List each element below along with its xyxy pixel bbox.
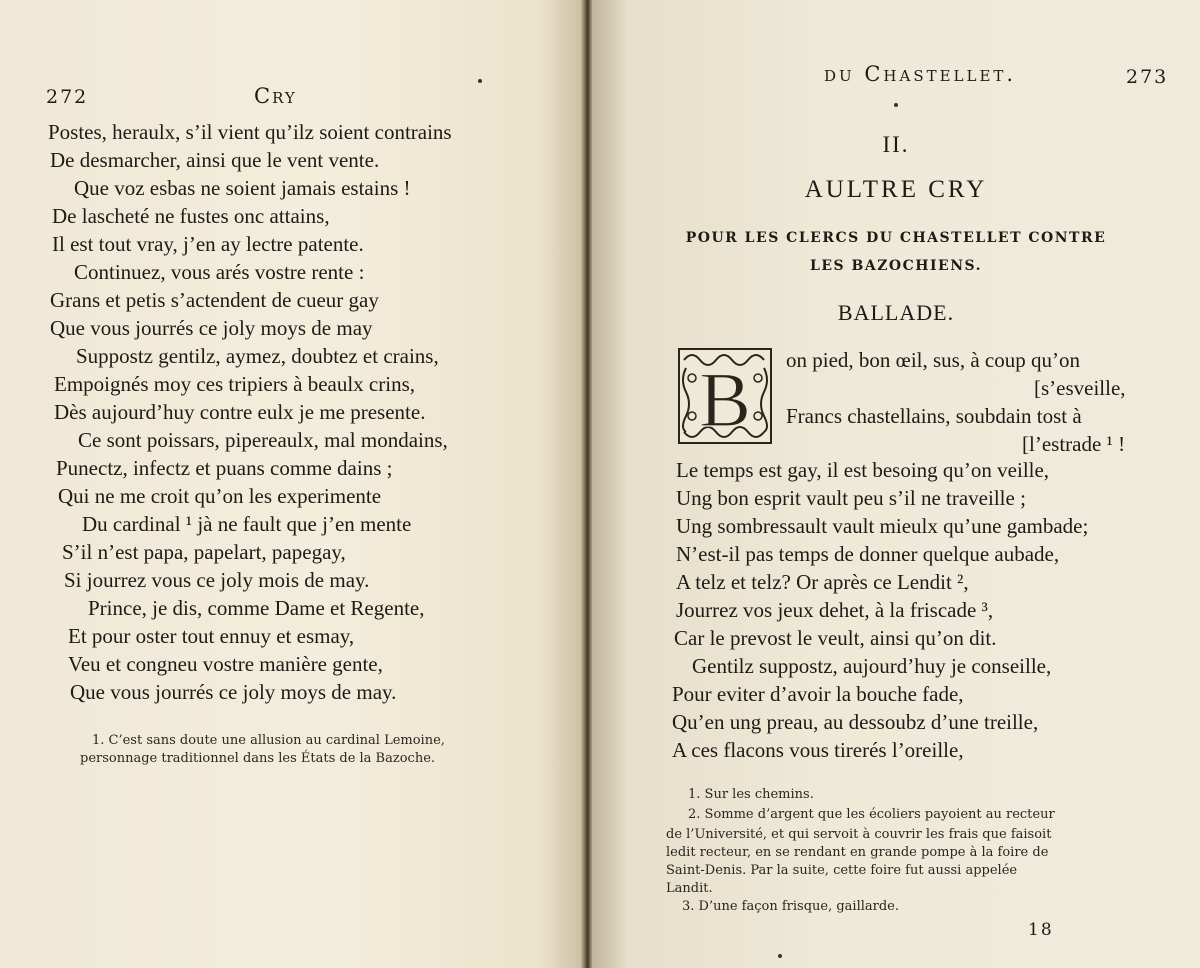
footnote: 2. Somme d’argent que les écoliers payoient au recteur <box>688 807 1055 822</box>
verse-line: Si jourrez vous ce joly mois de may. <box>64 568 370 592</box>
left-running-head: Cry <box>254 84 297 108</box>
left-page <box>0 0 586 968</box>
verse-line: Que vous jourrés ce joly moys de may <box>50 316 373 340</box>
ballade-heading: BALLADE. <box>837 300 955 325</box>
print-mark <box>478 79 482 83</box>
verse-line: Car le prevost le veult, ainsi qu’on dit. <box>674 626 997 650</box>
verse-line: Qui ne me croit qu’on les experimente <box>58 484 382 508</box>
verse-line: S’il n’est papa, papelart, papegay, <box>62 540 346 564</box>
print-mark <box>894 103 898 107</box>
verse-line: Postes, heraulx, s’il vient qu’ilz soient contrains <box>48 120 452 144</box>
verse-line: Et pour oster tout ennuy et esmay, <box>68 624 355 648</box>
verse-line: Gentilz suppostz, aujourd’huy je conseille, <box>692 654 1052 678</box>
footnote: personnage traditionnel dans les États de la Bazoche. <box>80 751 436 766</box>
print-mark <box>778 954 782 958</box>
subtitle-line: LES BAZOCHIENS. <box>810 258 982 274</box>
verse-line: Ung bon esprit vault peu s’il ne traveille ; <box>676 486 1026 510</box>
verse-line: Le temps est gay, il est besoing qu’on veille, <box>676 458 1050 482</box>
verse-line: De lascheté ne fustes onc attains, <box>52 204 330 228</box>
drop-cap-letter: B <box>698 356 752 443</box>
verse-line: Pour eviter d’avoir la bouche fade, <box>672 682 964 706</box>
verse-line: Jourrez vos jeux dehet, à la friscade ³, <box>676 598 994 622</box>
verse-line: N’est-il pas temps de donner quelque aubade, <box>676 542 1060 566</box>
right-page-number: 273 <box>1126 66 1169 88</box>
drop-cap-ornament-icon <box>678 348 772 444</box>
right-running-head: du Chastellet. <box>824 62 1017 86</box>
subtitle-line: POUR LES CLERCS DU CHASTELLET CONTRE <box>685 230 1107 246</box>
verse-line: Veu et congneu vostre manière gente, <box>68 652 383 676</box>
verse-line: Prince, je dis, comme Dame et Regente, <box>88 596 425 620</box>
verse-line: A ces flacons vous tirerés l’oreille, <box>672 738 964 762</box>
footnote: 3. D’une façon frisque, gaillarde. <box>682 899 900 914</box>
verse-line: [l’estrade ¹ ! <box>1022 432 1126 456</box>
verse-line: Empoignés moy ces tripiers à beaulx crins, <box>54 372 415 396</box>
footnote: ledit recteur, en se rendant en grande pompe à la foire de <box>666 845 1049 860</box>
verse-line: Punectz, infectz et puans comme dains ; <box>56 456 393 480</box>
verse-line: Continuez, vous arés vostre rente : <box>74 260 365 284</box>
verse-line: Suppostz gentilz, aymez, doubtez et crains, <box>76 344 439 368</box>
right-page <box>592 0 1200 968</box>
verse-line: Grans et petis s’actendent de cueur gay <box>50 288 379 312</box>
verse-line: Ung sombressault vault mieulx qu’une gambade; <box>676 514 1089 538</box>
verse-line: Dès aujourd’huy contre eulx je me presente. <box>54 400 426 424</box>
verse-line: [s’esveille, <box>1034 376 1126 400</box>
verse-line: Que vous jourrés ce joly moys de may. <box>70 680 397 704</box>
ornamental-drop-cap <box>678 348 772 444</box>
verse-line: Il est tout vray, j’en ay lectre patente. <box>52 232 364 256</box>
verse-line: De desmarcher, ainsi que le vent vente. <box>50 148 380 172</box>
verse-line: Francs chastellains, soubdain tost à <box>786 404 1082 428</box>
verse-line: Qu’en ung preau, au dessoubz d’une treille, <box>672 710 1039 734</box>
signature-mark: 18 <box>1028 920 1054 940</box>
poem-title: AULTRE CRY <box>804 176 988 203</box>
footnote: de l’Université, et qui servoit à couvrir les frais que faisoit <box>666 827 1052 842</box>
verse-line: Que voz esbas ne soient jamais estains ! <box>74 176 411 200</box>
verse-line: A telz et telz? Or après ce Lendit ², <box>676 570 969 594</box>
verse-line: on pied, bon œil, sus, à coup qu’on <box>786 348 1080 372</box>
footnote: Saint-Denis. Par la suite, cette foire fut aussi appelée <box>666 863 1018 878</box>
section-numeral: II. <box>882 132 910 157</box>
verse-line: Du cardinal ¹ jà ne fault que j’en mente <box>82 512 412 536</box>
verse-line: Ce sont poissars, pipereaulx, mal mondains, <box>78 428 448 452</box>
footnote: 1. Sur les chemins. <box>688 787 814 802</box>
footnote: Landit. <box>666 881 713 896</box>
left-page-number: 272 <box>46 86 89 108</box>
footnote: 1. C’est sans doute une allusion au cardinal Lemoine, <box>92 733 445 748</box>
